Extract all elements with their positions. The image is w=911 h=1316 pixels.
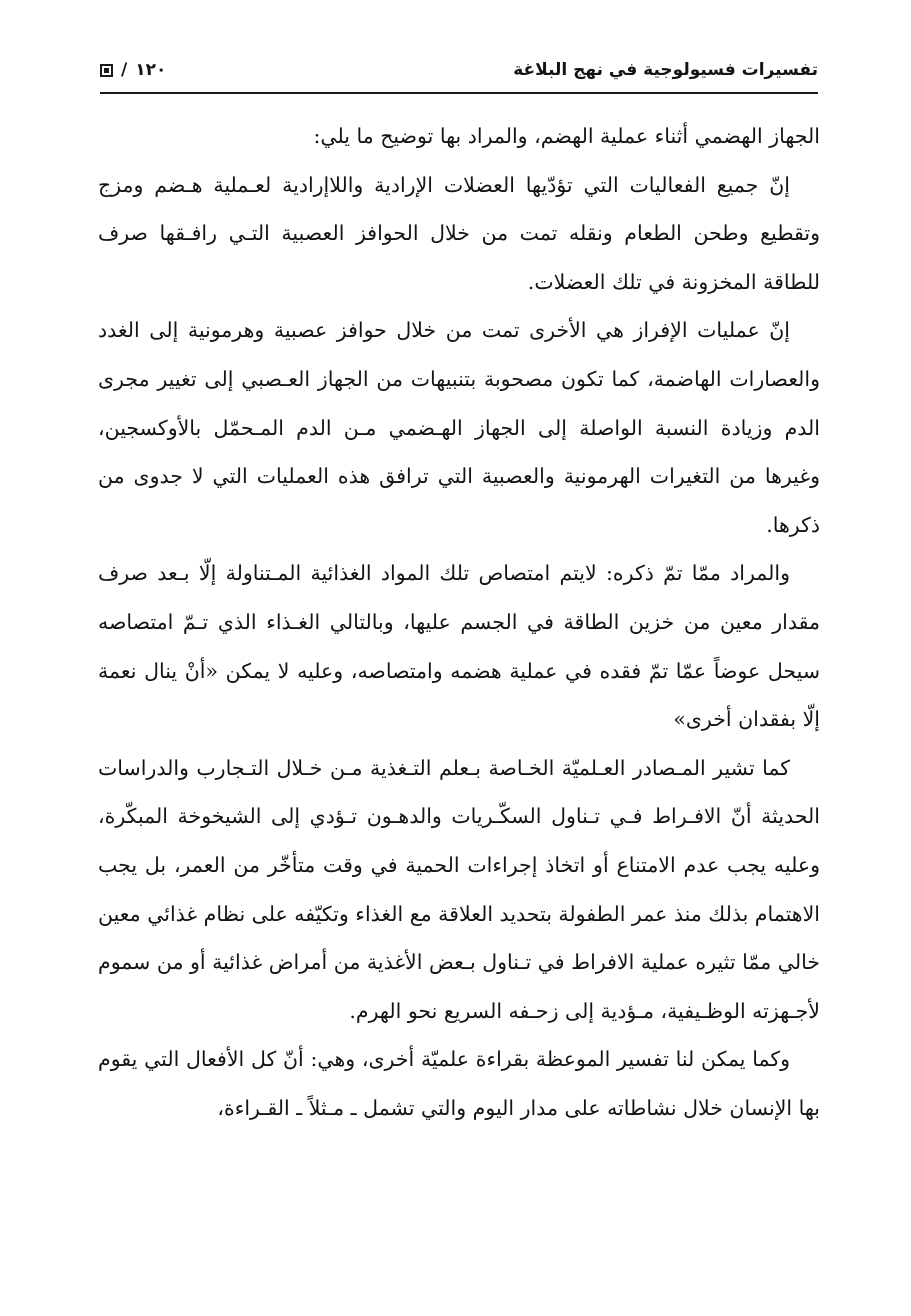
square-bullet-icon: [100, 64, 113, 77]
paragraph-muscles: إنّ جميع الفعاليات التي تؤدّيها العضلات الإرادية واللاإرادية لعـملية هـضم ومزج وتقطيع وطحن الطعام ونقله تمت من خلال الحوافز العصبية التـي رافـقها صرف للطاقة المخزونة في تلك العضلات.: [98, 172, 820, 294]
paragraph-sermon: وكما يمكن لنا تفسير الموعظة بقراءة علميّة أخرى، وهي: أنّ كل الأفعال التي يقوم بها الإنسان خلال نشاطاته على مدار اليوم والتي تشمل ـ مـثلاً ـ القـراءة،: [98, 1047, 820, 1120]
running-header: [100, 52, 818, 88]
paragraph-secretion: إنّ عمليات الإفراز هي الأخرى تمت من خلال حوافز عصبية وهرمونية إلى الغدد والعصارات الهاضمة، كما تكون مصحوبة بتنبيهات من الجهاز العـصبي إلى تغيير مجرى الدم وزيادة النسبة الواصلة إلى الجهاز الهـضمي مـن الدم المـحمّل بالأوكسجين، وغيرها من التغيرات الهرمونية والعصبية التي ترافق هذه العمليات التي لا جدوى من ذكرها.: [98, 318, 820, 537]
body-text: [98, 112, 820, 1132]
book-title: تفسيرات فسيولوجية في نهج البلاغة: [513, 60, 818, 80]
paragraph-absorption: والمراد ممّا تمّ ذكره: لايتم امتصاص تلك المواد الغذائية المـتناولة إلّا بـعد صرف مقدار معين من خزين الطاقة في الجسم عليها، وبالتالي الغـذاء الذي تـمّ امتصاصه سيحل عوضاً عمّا تمّ فقده في عملية هضمه وامتصاصه، وعليه لا يمكن «أنْ ينال نعمة إلّا بفقدان أخرى»: [98, 561, 820, 732]
header-divider: [100, 92, 818, 94]
paragraph-nutrition: كما تشير المـصادر العـلميّة الخـاصة بـعلم التـغذية مـن خـلال التـجارب والدراسات الحديثة أنّ الافـراط فـي تـناول السكّـريات والدهـون تـؤدي إلى الشيخوخة المبكّرة، وعليه يجب عدم الامتناع أو اتخاذ إجراءات الحمية في وقت متأخّر من العمر، بل يجب الاهتمام بذلك منذ عمر الطفولة بتحديد العلاقة مع الغذاء وتكيّفه على نظام غذائي معين خالي ممّا تثيره عملية الافراط في تـناول بـعض الأغذية من أمراض غذائية أو من سموم لأجـهزته الوظـيفية، مـؤدية إلى زحـفه السريع نحو الهرم.: [98, 755, 820, 1023]
page-number: ١٢٠: [135, 60, 167, 80]
paragraph-intro: الجهاز الهضمي أثناء عملية الهضم، والمراد بها توضيح ما يلي:: [313, 124, 820, 148]
page-number-group: [100, 60, 166, 80]
page-separator: /: [121, 60, 128, 80]
